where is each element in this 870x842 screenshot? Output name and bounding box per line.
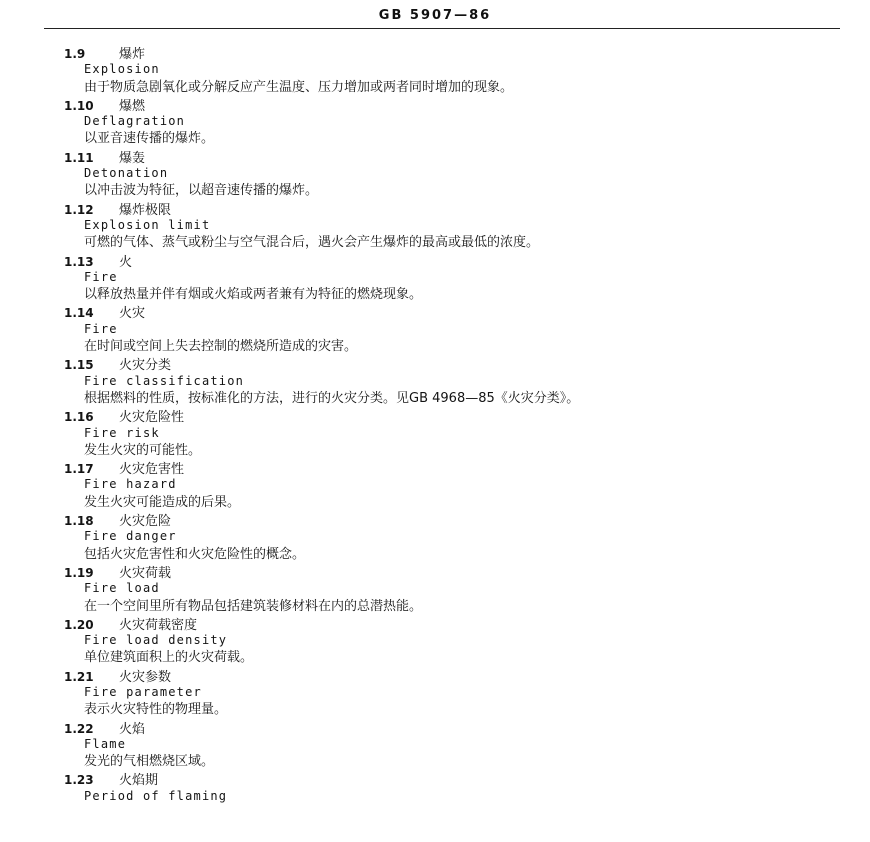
- term-entry: [0, 615, 870, 667]
- term-definition: 单位建筑面积上的火灾荷载。: [84, 650, 254, 666]
- term-english: Explosion limit: [84, 217, 211, 232]
- term-chinese: 火灾危害性: [119, 462, 185, 477]
- term-definition: 可燃的气体、蒸气或粉尘与空气混合后，遇火会产生爆炸的最高或最低的浓度。: [84, 235, 540, 251]
- term-heading: [0, 148, 870, 165]
- standard-code: GB 5907—86: [378, 8, 492, 23]
- term-entry: [0, 303, 870, 355]
- term-definition: 发光的气相燃烧区域。: [84, 754, 215, 770]
- term-entry: [0, 44, 870, 96]
- term-english: Fire load density: [84, 633, 228, 648]
- term-english: Fire hazard: [84, 477, 177, 492]
- term-number: 1.9: [64, 47, 86, 61]
- term-english: Flame: [84, 736, 127, 751]
- term-number: 1.15: [64, 358, 94, 373]
- term-number: 1.20: [64, 617, 94, 632]
- term-entry: [0, 252, 870, 304]
- term-entry: [0, 563, 870, 615]
- term-heading: [0, 770, 870, 787]
- term-chinese: 火焰期: [119, 773, 159, 788]
- term-number: 1.13: [64, 254, 94, 269]
- term-number: 1.16: [64, 410, 94, 425]
- term-english: Fire: [84, 321, 118, 336]
- term-english: Fire risk: [84, 425, 160, 440]
- term-number: 1.12: [64, 202, 94, 217]
- term-entry: [0, 719, 870, 771]
- term-heading: [0, 303, 870, 320]
- term-chinese: 火灾分类: [119, 358, 172, 373]
- term-heading: [0, 563, 870, 580]
- term-heading: [0, 200, 870, 217]
- term-heading: [0, 407, 870, 424]
- term-heading: [0, 459, 870, 476]
- term-heading: [0, 511, 870, 528]
- term-chinese: 爆燃: [119, 98, 146, 114]
- term-definition: 由于物质急剧氧化或分解反应产生温度、压力增加或两者同时增加的现象。: [84, 79, 514, 95]
- term-entry: [0, 200, 870, 252]
- term-definition: 以冲击波为特征，以超音速传播的爆炸。: [84, 183, 319, 199]
- term-entry: [0, 770, 870, 805]
- term-entry: [0, 355, 870, 407]
- term-number: 1.22: [64, 721, 94, 736]
- term-definition: 表示火灾特性的物理量。: [84, 702, 228, 718]
- term-english: Explosion: [84, 62, 160, 77]
- term-number: 1.23: [64, 773, 94, 788]
- term-chinese: 火: [119, 254, 133, 269]
- term-chinese: 火灾危险性: [119, 410, 185, 425]
- term-heading: [0, 96, 870, 113]
- term-number: 1.14: [64, 306, 94, 321]
- term-heading: [0, 252, 870, 269]
- term-entry: [0, 511, 870, 563]
- term-definition: 在一个空间里所有物品包括建筑装修材料在内的总潜热能。: [84, 598, 423, 614]
- term-number: 1.19: [64, 565, 94, 580]
- term-heading: [0, 355, 870, 372]
- term-chinese: 火灾荷载密度: [119, 617, 198, 633]
- term-chinese: 火灾危险: [119, 514, 172, 529]
- terms-list: [0, 44, 870, 805]
- term-number: 1.21: [64, 669, 94, 684]
- term-heading: [0, 615, 870, 632]
- term-chinese: 火灾荷载: [119, 565, 172, 581]
- term-heading: [0, 44, 870, 61]
- header-rule: [44, 28, 840, 29]
- term-number: 1.17: [64, 462, 94, 477]
- term-heading: [0, 667, 870, 684]
- term-english: Detonation: [84, 166, 169, 181]
- term-english: Fire classification: [84, 373, 245, 388]
- term-number: 1.10: [64, 98, 94, 113]
- term-definition: 发生火灾的可能性。: [84, 442, 202, 458]
- term-definition: 根据燃料的性质，按标准化的方法，进行的火灾分类。见GB 4968—85《火灾分类》。: [84, 390, 580, 406]
- term-definition: 以亚音速传播的爆炸。: [84, 131, 215, 147]
- term-chinese: 火灾: [119, 306, 146, 321]
- term-english: Fire parameter: [84, 684, 202, 699]
- term-chinese: 爆炸: [119, 47, 146, 62]
- term-chinese: 爆炸极限: [119, 202, 172, 217]
- term-entry: [0, 96, 870, 148]
- term-english: Fire: [84, 269, 118, 284]
- term-number: 1.18: [64, 514, 94, 529]
- term-chinese: 火灾参数: [119, 669, 172, 684]
- page-header: [0, 0, 870, 32]
- term-definition: 发生火灾可能造成的后果。: [84, 494, 241, 510]
- term-definition: 在时间或空间上失去控制的燃烧所造成的灾害。: [84, 339, 358, 355]
- term-definition: 包括火灾危害性和火灾危险性的概念。: [84, 546, 306, 562]
- term-english: Fire danger: [84, 529, 177, 544]
- term-entry: [0, 148, 870, 200]
- term-chinese: 爆轰: [119, 150, 146, 166]
- term-definition: 以释放热量并伴有烟或火焰或两者兼有为特征的燃烧现象。: [84, 287, 423, 303]
- term-entry: [0, 459, 870, 511]
- term-entry: [0, 407, 870, 459]
- term-english: Fire load: [84, 581, 160, 596]
- term-number: 1.11: [64, 150, 94, 165]
- term-heading: [0, 719, 870, 736]
- term-chinese: 火焰: [119, 721, 146, 736]
- term-entry: [0, 667, 870, 719]
- term-english: Deflagration: [84, 114, 186, 129]
- term-english: Period of flaming: [84, 788, 228, 803]
